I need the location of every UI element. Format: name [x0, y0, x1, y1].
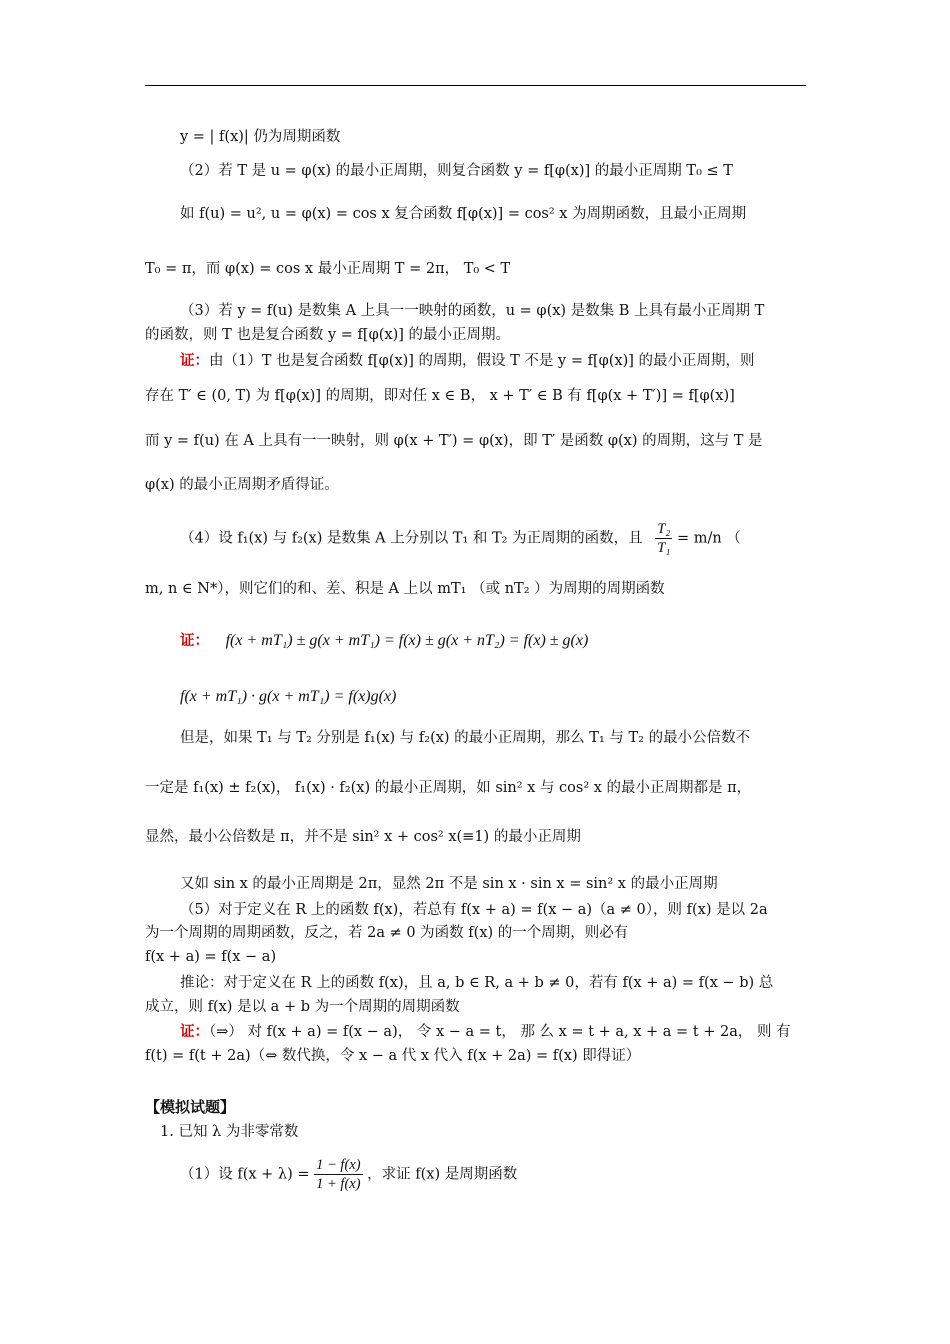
section-heading: 【模拟试题】 — [145, 1098, 236, 1116]
proof-line — [180, 1021, 791, 1043]
equation-line — [180, 686, 396, 708]
text-line: 成立，则 f(x) 是以 a + b 为一个周期的周期函数 — [145, 999, 460, 1015]
text-line: f(t) = f(t + 2a)（⇔ 数代换，令 x − a 代 x 代入 f(x + 2a) = f(x) 即得证） — [145, 1048, 641, 1064]
text-line: 如 f(u) = u², u = φ(x) = cos x 复合函数 f[φ(x)] = cos² x 为周期函数，且最小正周期 — [180, 206, 747, 222]
text-line: （3）若 y = f(u) 是数集 A 上具一一映射的函数，u = φ(x) 是数集 B 上具有最小正周期 T — [180, 303, 765, 319]
text-line: 又如 sin x 的最小正周期是 2π，显然 2π 不是 sin x · sin x = sin² x 的最小正周期 — [180, 876, 718, 892]
fraction-numerator: T₂ — [657, 521, 671, 537]
question-line — [180, 1156, 517, 1193]
proof-line — [180, 630, 588, 652]
proof-line — [180, 350, 755, 372]
proof-label: 证： — [180, 632, 209, 649]
equation: f(x + mT₁) · g(x + mT₁) = f(x)g(x) — [180, 688, 397, 705]
text-line: （5）对于定义在 R 上的函数 f(x)，若总有 f(x + a) = f(x − a)（a ≠ 0），则 f(x) 是以 2a — [180, 902, 768, 918]
text-line: y = | f(x)| 仍为周期函数 — [180, 129, 341, 145]
fraction-numerator: 1 − f(x) — [316, 1157, 361, 1173]
text-span: （⇒） 对 f(x + a) = f(x − a)， 令 x − a = t， 那 么 x = t + a, x + a = t + 2a， 则 有 — [209, 1024, 791, 1040]
text-span: （1）设 f(x + λ) = — [180, 1166, 310, 1183]
text-span: ，求证 f(x) 是周期函数 — [367, 1166, 518, 1183]
equation: f(x + mT₁) ± g(x + mT₁) = f(x) ± g(x + nT₂) = f(x) ± g(x) — [225, 632, 589, 649]
text-line: φ(x) 的最小正周期矛盾得证。 — [145, 477, 339, 493]
text-line: 为一个周期的周期函数，反之，若 2a ≠ 0 为函数 f(x) 的一个周期，则必有 — [145, 925, 629, 941]
top-rule — [145, 85, 806, 86]
text-span: 由（1）T 也是复合函数 f[φ(x)] 的周期，假设 T 不是 y = f[φ(x)] 的最小正周期，则 — [209, 353, 755, 369]
proof-label: 证： — [180, 352, 209, 369]
fraction — [655, 520, 672, 557]
fraction-denominator: 1 + f(x) — [316, 1176, 361, 1192]
text-line — [180, 520, 741, 557]
text-line: 存在 T′ ∈ (0, T) 为 f[φ(x)] 的周期，即对任 x ∈ B， x + T′ ∈ B 有 f[φ(x + T′)] = f[φ(x)] — [145, 388, 735, 404]
text-line: 但是，如果 T₁ 与 T₂ 分别是 f₁(x) 与 f₂(x) 的最小正周期，那么 T₁ 与 T₂ 的最小公倍数不 — [180, 730, 751, 746]
text-line: （2）若 T 是 u = φ(x) 的最小正周期，则复合函数 y = f[φ(x)] 的最小正周期 T₀ ≤ T — [180, 163, 733, 179]
text-line: 的函数，则 T 也是复合函数 y = f[φ(x)] 的最小正周期。 — [145, 327, 510, 343]
text-line: T₀ = π，而 φ(x) = cos x 最小正周期 T = 2π， T₀ < T — [145, 261, 511, 277]
proof-label: 证： — [180, 1023, 209, 1040]
text-line: 而 y = f(u) 在 A 上具有一一映射，则 φ(x + T′) = φ(x)，即 T′ 是函数 φ(x) 的周期，这与 T 是 — [145, 433, 763, 449]
fraction-denominator: T₁ — [657, 540, 671, 556]
text-span: = m/n （ — [676, 530, 741, 547]
text-line: 一定是 f₁(x) ± f₂(x)， f₁(x) · f₂(x) 的最小正周期，如 sin² x 与 cos² x 的最小正周期都是 π， — [145, 780, 752, 796]
text-line: 显然，最小公倍数是 π，并不是 sin² x + cos² x(≡1) 的最小正周期 — [145, 829, 581, 845]
text-line: f(x + a) = f(x − a) — [145, 949, 277, 965]
text-line: 推论：对于定义在 R 上的函数 f(x)，且 a, b ∈ R, a + b ≠ 0，若有 f(x + a) = f(x − b) 总 — [180, 975, 774, 991]
text-span: （4）设 f₁(x) 与 f₂(x) 是数集 A 上分别以 T₁ 和 T₂ 为正周期的函数，且 — [180, 530, 643, 547]
text-line: m, n ∈ N*），则它们的和、差、积是 A 上以 mT₁ （或 nT₂ ）为周期的周期函数 — [145, 581, 665, 597]
fraction — [314, 1156, 362, 1193]
question-line: 1. 已知 λ 为非零常数 — [160, 1124, 299, 1140]
